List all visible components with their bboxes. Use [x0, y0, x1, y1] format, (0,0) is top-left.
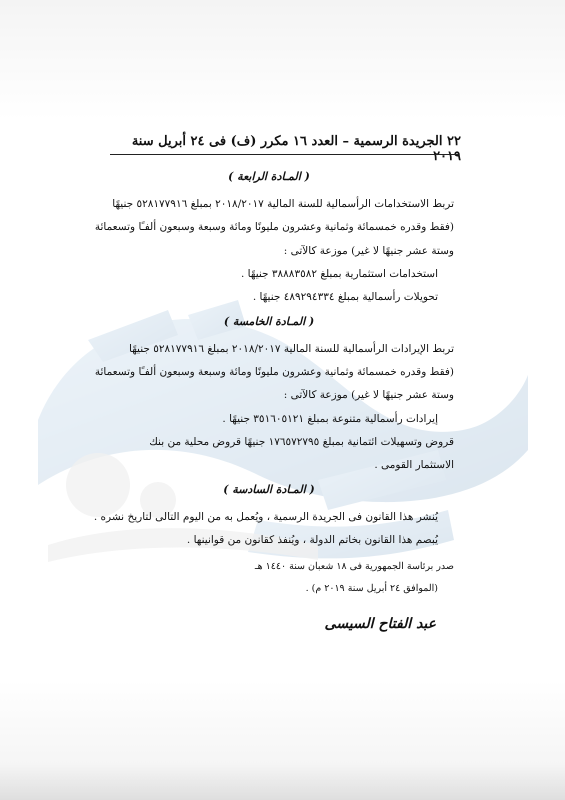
article-5-paragraph-1: تربط الإيرادات الرأسمالية للسنة المالية ٢٠١٨/٢٠١٧ بمبلغ ٥٢٨١٧٧٩١٦ جنيهًا [129, 342, 454, 355]
article-5-item-2: قروض وتسهيلات ائتمانية بمبلغ ١٧٦٥٧٢٧٩٥ جنيهًا قروض محلية من بنك [149, 436, 454, 449]
article-4-paragraph-2: (فقط وقدره خمسمائة وثمانية وعشرون مليونًا ومائة وسبعة وسبعون ألفـًا وتسعمائة [94, 221, 454, 234]
decree-line-1: صدر برئاسة الجمهورية فى ١٨ شعبان سنة ١٤٤٠ هـ [254, 561, 454, 573]
article-4-item-1: استخدامات استثمارية بمبلغ ٣٨٨٨٣٥٨٢ جنيهًا . [241, 268, 438, 281]
article-4-title: ( المـادة الرابعة ) [228, 170, 310, 183]
article-6-title: ( المـادة السادسة ) [223, 482, 315, 496]
article-4-paragraph-1: تربط الاستخدامات الرأسمالية للسنة المالية ٢٠١٨/٢٠١٧ بمبلغ ٥٢٨١٧٧٩١٦ جنيهًا [112, 198, 454, 211]
page-bottom-shadow [0, 764, 565, 800]
article-5-item-2-continued: الاستثمار القومى . [374, 459, 454, 472]
article-5-title: ( المـادة الخامسة ) [223, 314, 315, 328]
article-5-paragraph-3: وستة عشر جنيهًا لا غير) موزعة كالآتى : [283, 389, 454, 402]
decree-block [84, 559, 454, 596]
article-4-item-2: تحويلات رأسمالية بمبلغ ٤٨٩٢٩٤٣٣٤ جنيهًا . [252, 291, 438, 304]
article-5-item-1: إيرادات رأسمالية متنوعة بمبلغ ٣٥١٦٠٥١٢١ جنيهًا . [222, 412, 438, 425]
gazette-header: ٢٢ الجريدة الرسمية – العدد ١٦ مكرر (ف) فى ٢٤ أبريل سنة ٢٠١٩ [131, 134, 461, 164]
document-body [84, 168, 454, 636]
article-4-paragraph-3: وستة عشر جنيهًا لا غير) موزعة كالآتى : [283, 244, 454, 257]
president-signature: عبد الفتاح السيسى [324, 615, 436, 632]
header-divider [110, 154, 458, 155]
article-6-paragraph-1: يُنشر هذا القانون فى الجريدة الرسمية ، ويُعمل به من اليوم التالى لتاريخ نشره . [93, 510, 438, 523]
article-5-paragraph-2: (فقط وقدره خمسمائة وثمانية وعشرون مليونًا ومائة وسبعة وسبعون ألفـًا وتسعمائة [94, 366, 454, 379]
decree-line-2: (الموافق ٢٤ أبريل سنة ٢٠١٩ م) . [305, 583, 438, 595]
article-6-paragraph-2: يُبصم هذا القانون بخاتم الدولة ، ويُنفذ كقانون من قوانينها . [186, 534, 438, 547]
